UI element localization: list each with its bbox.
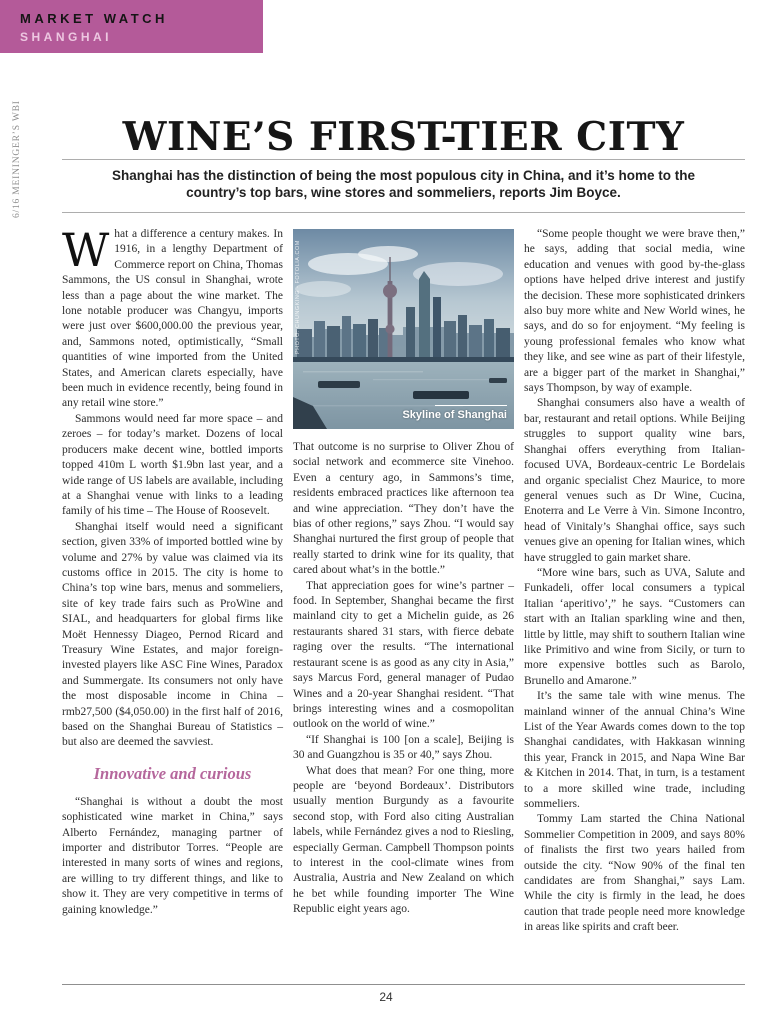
footer-rule	[62, 984, 745, 985]
article-standfirst: Shanghai has the distinction of being the most populous city in China, and it’s home to the country’s top bars, wine stores and sommeliers, reports Jim Boyce.	[111, 168, 696, 200]
paragraph: “Shanghai is without a doubt the most sophisticated wine market in China,” says Alberto Fernández, managing partner of importer and distributor Torres. “People are interested in many sorts of wines and regions, are willing to try different things, and like to show it. They are very competitive in terms of gaining knowledge.”	[62, 795, 283, 916]
paragraph: Shanghai itself would need a significant section, given 33% of imported bottled wine by volume and 27% by value was claimed via its customs office in 2015. The city is home to China’s top wine bars, menus and sommeliers, site of key trade fairs such as ProWine and SIAL, and headquarters for global firms like Moët Hennessy Diageo, Pernod Ricard and Treasury Wine Estates, and major foreign-invested players like ASC Fine Wines, Paradox and Summergate. Its consumers not only have the most disposable income in China – rmb27,500 ($4,050.00) in the first half of 2016, based on the Shanghai Bureau of Statistics – but also are deemed the savviest.	[62, 520, 283, 749]
skyline-photo	[293, 229, 514, 429]
paragraph: “Some people thought we were brave then,” he says, adding that social media, wine education and venues with good by-the-glass options have helped drive interest and justify the decision. These more sophisticated drinkers also buy more white and New World wines, he says, and do so for enjoyment. “My feeling is young professional females who know what they like, and see wine as part of their lifestyle, are a bigger part of the market in Shanghai,” says Thompson, by way of example.	[524, 228, 745, 395]
column-1	[62, 223, 283, 936]
standfirst-top-rule	[62, 159, 745, 160]
skyline-illustration	[293, 229, 514, 429]
paragraph	[62, 223, 283, 412]
drop-cap: W	[62, 223, 110, 277]
standfirst-bottom-rule	[62, 212, 745, 213]
photo-caption	[402, 405, 507, 421]
paragraph: What does that mean? For one thing, more people are ‘beyond Bordeaux’. Distributors usually mention Burgundy as a favourite second stop, with Ford also citing Australian labels, while Fernández gives a nod to Riesling, especially German. Campbell Thompson points to interest in the cool-climate wines from Australia, Austria and New Zealand on which he bet while founding importer The Wine Republic eight years ago.	[293, 764, 514, 916]
paragraph: Sammons would need far more space – and zeroes – for today’s market. Dozens of local producers make decent wine, bottled imports topped 410m L worth $1.9bn last year, and a wide range of US labels are available, including at a Shanghai venue with links to a leading family of his time – The House of Roosevelt.	[62, 412, 283, 518]
section-name: SHANGHAI	[20, 30, 113, 44]
paragraph: That outcome is no surprise to Oliver Zhou of social network and ecommerce site Vinehoo. Even a century ago, in Sammons’s time, residents embraced practices like afternoon tea and wine appreciation. “They don’t have the bias of other regions,” says Zhou. “I would say Shanghai nurtured the first group of people that really started to drink wine for its quality, that cared about what’s in the bottle.”	[293, 441, 514, 577]
column-2	[293, 227, 514, 936]
section-banner	[0, 0, 263, 53]
page-number: 24	[379, 990, 393, 1004]
paragraph: It’s the same tale with wine menus. The mainland winner of the annual China’s Wine List of the Year Awards comes down to the top Shanghai candidates, with Hakkasan winning this year, Franck in 2015, and Napa Wine Bar & Kitchen in 2014. That, in turn, is a testament to a more skilled wine trade, including sommeliers.	[524, 690, 745, 811]
article-body	[62, 223, 745, 936]
paragraph-text: hat a difference a century makes. In 1916, in a lengthy Department of Commerce report on China, Thomas Sammons, the US consul in Shanghai, wrote less than a page about the wine market. The lone notable producer was Changyu, imports were just over $600,000.00 the previous year, and, Sammons noted, optimistically, “Small quantities of wine imported from the United States, and American clarets especially, have been much in evidence recently, being found in any retail wine store.”	[62, 228, 283, 410]
article-title: WINE’S FIRST-TIER CITY	[122, 114, 685, 161]
photo-credit: PHOTO: CHUNGKING - FOTOLIA.COM	[295, 240, 301, 354]
column-3	[524, 227, 745, 936]
section-kicker: MARKET WATCH	[20, 11, 168, 26]
caption-rule	[435, 405, 507, 406]
caption-text: Skyline of Shanghai	[402, 409, 507, 421]
paragraph: That appreciation goes for wine’s partner – food. In September, Shanghai became the first mainland city to get a Michelin guide, as 26 restaurants shared 31 stars, with fierce debate raging over the results. “The international restaurant scene is as good as any city in Asia,” says Marcus Ford, general manager of Pudao Wines and a 20-year Shanghai resident. “That brings interesting wines and a cosmopolitan outlook on the world of wine.”	[293, 579, 514, 731]
paragraph: Tommy Lam started the China National Sommelier Competition in 2009, and says 80% of finalists the first two years hailed from outside the city. “Now 90% of the final ten candidates are from Shanghai,” says Lam. While the city is firmly in the lead, he does caution that trade people need more knowledge in areas like spirits and craft beer.	[524, 813, 745, 934]
edition-sidebar-label: 6/16 MEININGER’S WBI	[12, 100, 22, 218]
crosshead: Innovative and curious	[93, 763, 252, 783]
paragraph: “More wine bars, such as UVA, Salute and Funkadeli, offer local consumers a typical Italian ‘aperitivo’,” he says. “Customers can start with an Italian sparkling wine and then, little by little, may shift to southern Italian wine like Primitivo and wine from Sicily, or turn to more expensive bottles such as Barolo, Brunello and Amarone.”	[524, 566, 745, 687]
paragraph: Shanghai consumers also have a wealth of bar, restaurant and retail options. While Beijing struggles to support quality wine bars, Shanghai offers everything from Italian-focused UVA, Bordeaux-centric Le Bordelais and organic specialist Chez Maurice, to more general venues such as Dr Wine, Cucina, Enoterra and Le Verre à Vin. Simone Incontro, head of Vinitaly’s Shanghai office, says such venues give an opening for Italian wines, which have struggled to gain market share.	[524, 397, 745, 564]
paragraph: “If Shanghai is 100 [on a scale], Beijing is 30 and Guangzhou is 35 or 40,” says Zhou.	[293, 733, 514, 762]
